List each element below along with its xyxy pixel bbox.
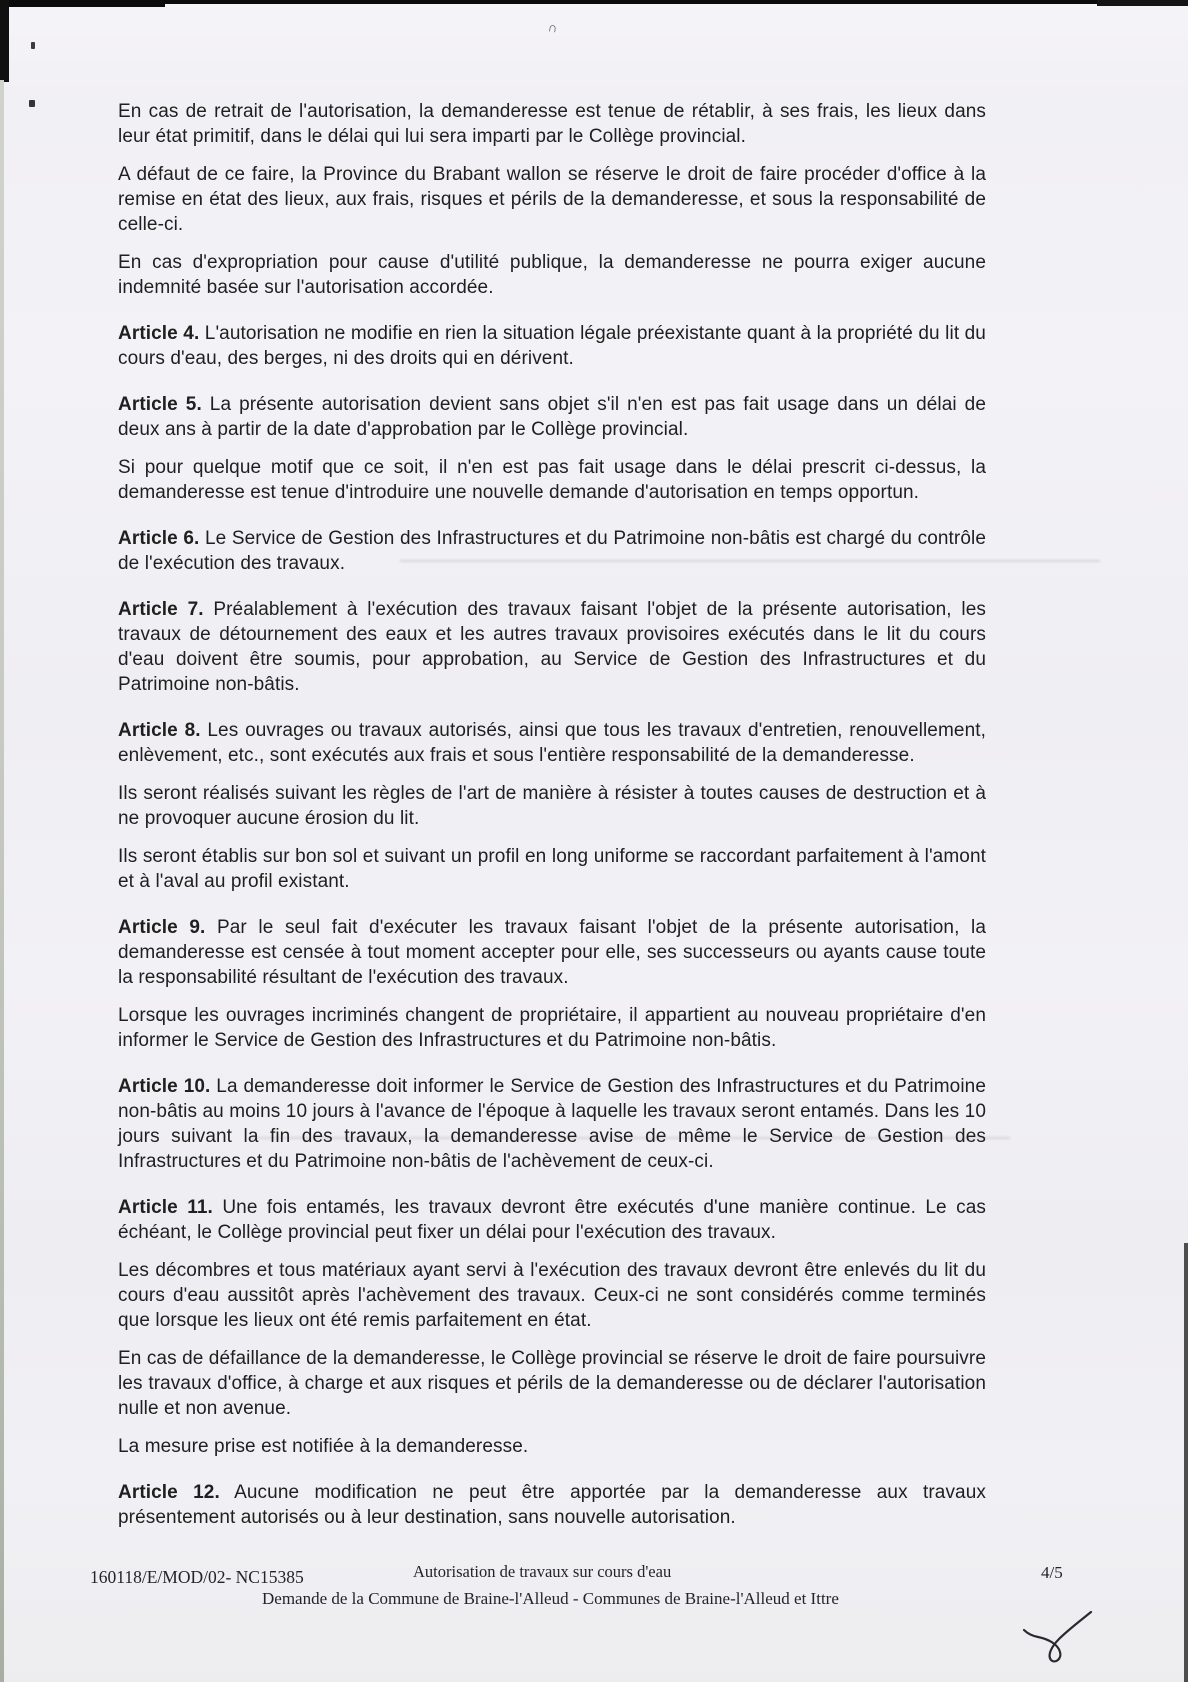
paragraph-text: En cas d'expropriation pour cause d'utilité publique, la demanderesse ne pourra exiger aucune indemnité basée sur l'autorisation accordée.	[118, 252, 986, 298]
article-10	[118, 1074, 986, 1174]
paragraph-text: La mesure prise est notifiée à la demanderesse.	[118, 1436, 529, 1457]
paragraph-defaut	[118, 162, 986, 237]
scan-speck	[29, 100, 35, 107]
paragraph-text: Ils seront réalisés suivant les règles de l'art de manière à résister à toutes causes de destruction et à ne provoquer aucune érosion du lit.	[118, 783, 986, 829]
paragraph-text: La présente autorisation devient sans objet s'il n'en est pas fait usage dans un délai de deux ans à partir de la date d'approbation par le Collège provincial.	[118, 394, 987, 440]
document-body	[118, 99, 986, 1543]
article-label: Article 12.	[118, 1482, 220, 1503]
paragraph-text: Préalablement à l'exécution des travaux faisant l'objet de la présente autorisation, les travaux de détournement des eaux et les autres travaux provisoires exécutés dans le lit du cours d'eau doivent être soumis, pour approbation, au Service de Gestion des Infrastructures et du Patrimoine non-bâtis.	[118, 599, 987, 695]
paragraph-text: Une fois entamés, les travaux devront être exécutés d'une manière continue. Le cas échéant, le Collège provincial peut fixer un délai pour l'exécution des travaux.	[118, 1197, 986, 1243]
footer-reference: 160118/E/MOD/02- NC15385	[90, 1567, 304, 1587]
paragraph-decombres	[118, 1258, 986, 1333]
paragraph-motif	[118, 455, 986, 505]
scan-curl-mark: ∩	[547, 19, 559, 36]
scan-top-edge	[0, 0, 1188, 4]
paragraph-text: Lorsque les ouvrages incriminés changent de propriétaire, il appartient au nouveau propriétaire d'en informer le Service de Gestion des Infrastructures et du Patrimoine non-bâtis.	[118, 1005, 986, 1051]
paragraph-text: A défaut de ce faire, la Province du Brabant wallon se réserve le droit de faire procéder d'office à la remise en état des lieux, aux frais, risques et périls de la demanderesse, et sous la responsabilité de celle-ci.	[118, 164, 986, 235]
article-12	[118, 1480, 986, 1530]
article-11	[118, 1195, 986, 1245]
handwritten-paraph-signature	[1022, 1608, 1094, 1666]
paragraph-text: Le Service de Gestion des Infrastructures et du Patrimoine non-bâtis est chargé du contrôle de l'exécution des travaux.	[118, 528, 986, 574]
paragraph-retrait	[118, 99, 986, 149]
paragraph-text: Si pour quelque motif que ce soit, il n'en est pas fait usage dans le délai prescrit ci-dessus, la demanderesse est tenue d'introduire une nouvelle demande d'autorisation en temps opportun.	[118, 457, 986, 503]
paragraph-proprietaire	[118, 1003, 986, 1053]
scan-top-edge-left	[0, 0, 165, 7]
scan-speck	[31, 42, 35, 49]
paragraph-realises	[118, 781, 986, 831]
paragraph-etablis	[118, 844, 986, 894]
paper-right-edge-shadow	[1184, 1243, 1188, 1682]
article-8	[118, 718, 986, 768]
paragraph-text: En cas de défaillance de la demanderesse, le Collège provincial se réserve le droit de faire poursuivre les travaux d'office, à charge et aux risques et périls de la demanderesse ou de déclarer l'autorisation nulle et non avenue.	[118, 1348, 986, 1419]
paragraph-mesure	[118, 1434, 986, 1459]
article-label: Article 4.	[118, 323, 200, 344]
paragraph-text: Ils seront établis sur bon sol et suivant un profil en long uniforme se raccordant parfaitement à l'amont et à l'aval au profil existant.	[118, 846, 986, 892]
paragraph-text: L'autorisation ne modifie en rien la situation légale préexistante quant à la propriété du lit du cours d'eau, des berges, ni des droits qui en dérivent.	[118, 323, 986, 369]
page-number: 4/5	[1041, 1563, 1063, 1582]
article-5	[118, 392, 986, 442]
scan-top-edge-right	[1097, 0, 1188, 6]
article-label: Article 6.	[118, 528, 200, 549]
article-9	[118, 915, 986, 990]
article-label: Article 10.	[118, 1076, 211, 1097]
footer-document-subtitle: Demande de la Commune de Braine-l'Alleud - Communes de Braine-l'Alleud et Ittre	[262, 1589, 839, 1608]
scan-left-edge-strip	[0, 0, 9, 82]
footer-document-title: Autorisation de travaux sur cours d'eau	[413, 1562, 672, 1581]
article-label: Article 11.	[118, 1197, 213, 1218]
article-7	[118, 597, 986, 697]
article-label: Article 7.	[118, 599, 204, 620]
paper-left-edge-shadow	[0, 80, 4, 1682]
paragraph-text: Par le seul fait d'exécuter les travaux faisant l'objet de la présente autorisation, la demanderesse est censée à tout moment accepter pour elle, ses successeurs ou ayants cause toute la responsabilité résultant de l'exécution des travaux.	[118, 917, 986, 988]
paragraph-defaillance	[118, 1346, 986, 1421]
paragraph-text: La demanderesse doit informer le Service de Gestion des Infrastructures et du Patrimoine non-bâtis au moins 10 jours à l'avance de l'époque à laquelle les travaux seront entamés. Dans les 10 jours suivant la fin des travaux, la demanderesse avise de même le Service de Gestion des Infrastructures et du Patrimoine non-bâtis de l'achèvement de ceux-ci.	[118, 1076, 986, 1172]
article-label: Article 9.	[118, 917, 206, 938]
paragraph-text: Aucune modification ne peut être apportée par la demanderesse aux travaux présentement autorisés ou à leur destination, sans nouvelle autorisation.	[118, 1482, 986, 1528]
article-6	[118, 526, 986, 576]
article-label: Article 8.	[118, 720, 201, 741]
paragraph-text: En cas de retrait de l'autorisation, la demanderesse est tenue de rétablir, à ses frais, les lieux dans leur état primitif, dans le délai qui lui sera imparti par le Collège provincial.	[118, 101, 986, 147]
article-label: Article 5.	[118, 394, 202, 415]
paragraph-expropriation	[118, 250, 986, 300]
paragraph-text: Les ouvrages ou travaux autorisés, ainsi que tous les travaux d'entretien, renouvellement, enlèvement, etc., sont exécutés aux frais et sous l'entière responsabilité de la demanderesse.	[118, 720, 986, 766]
paragraph-text: Les décombres et tous matériaux ayant servi à l'exécution des travaux devront être enlevés du lit du cours d'eau aussitôt après l'achèvement des travaux. Ceux-ci ne sont considérés comme terminés que lorsque les lieux ont été remis parfaitement en état.	[118, 1260, 986, 1331]
article-4	[118, 321, 986, 371]
